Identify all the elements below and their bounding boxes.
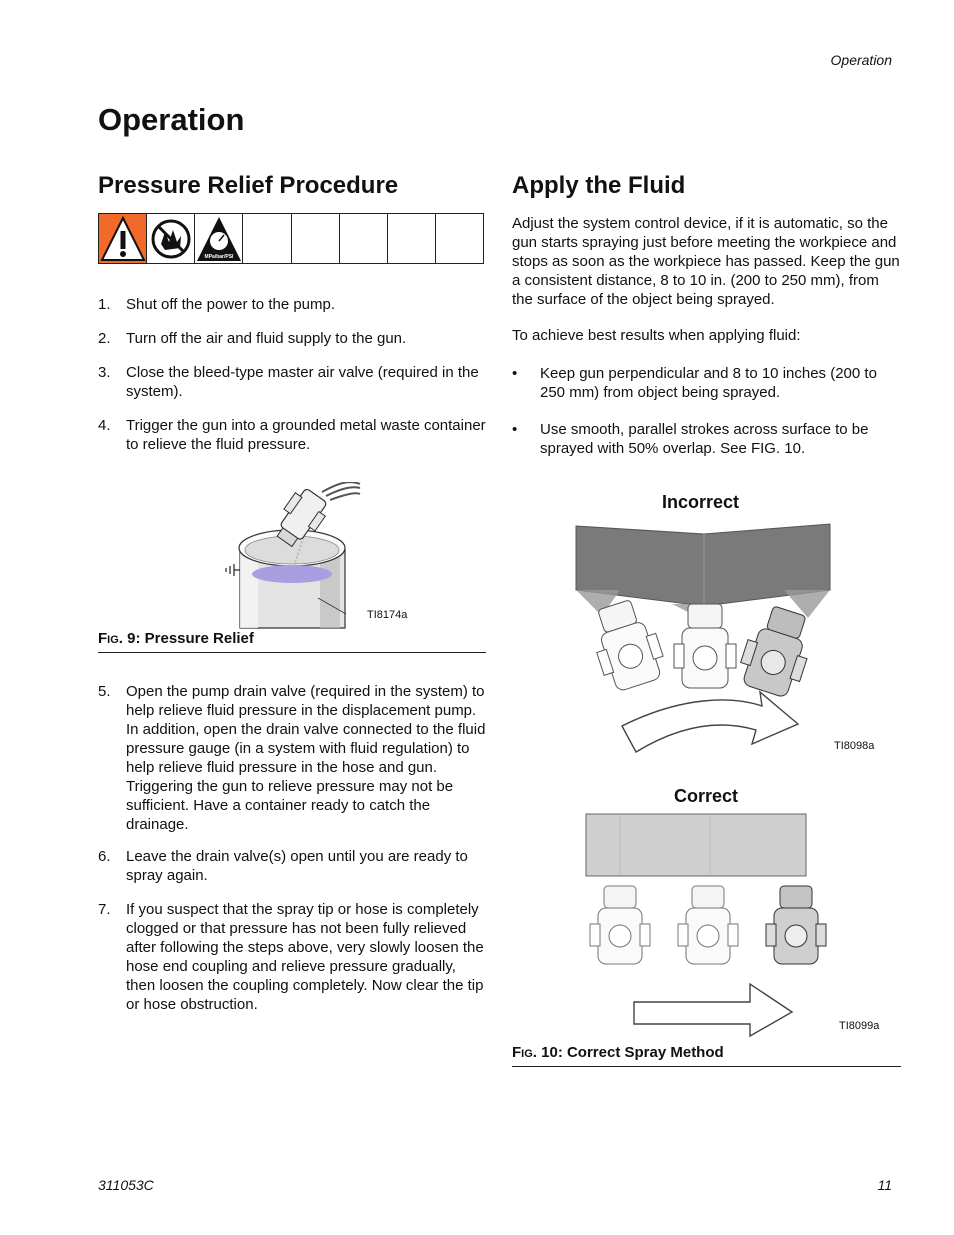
step-number: 4. bbox=[98, 417, 111, 434]
warning-cell-3 bbox=[195, 214, 243, 263]
ground-symbol bbox=[226, 564, 240, 576]
warning-symbol-table bbox=[98, 213, 484, 264]
warning-cell-5 bbox=[292, 214, 340, 263]
warning-cell-1 bbox=[99, 214, 147, 263]
step-number: 6. bbox=[98, 848, 111, 865]
bullet-dot: • bbox=[512, 365, 518, 382]
step-text: If you suspect that the spray tip or hose is completely clogged or that pressure has not been fully relieved after following the steps above, very slowly loosen the hose end coupling and relieve pressure gradually, then loosen the coupling completely. Now clear the tip or hose obstruction. bbox=[126, 901, 484, 1013]
step-number: 1. bbox=[98, 296, 111, 313]
apply-fluid-paragraph: Adjust the system control device, if it is automatic, so the gun starts spraying just before meeting the workpiece and stops as soon as the workpiece has passed. Keep the gun a consistent distance, 8 to 10 in. (200 to 250 mm), from the surface of the object being sprayed. bbox=[512, 215, 900, 308]
incorrect-label: Incorrect bbox=[662, 492, 740, 512]
step-number: 2. bbox=[98, 330, 111, 347]
bullet-text: Use smooth, parallel strokes across surface to be sprayed with 50% overlap. See FIG. 10. bbox=[540, 421, 869, 457]
step-text: Close the bleed-type master air valve (required in the system). bbox=[126, 364, 479, 400]
step-text: Open the pump drain valve (required in the system) to help relieve fluid pressure in the displacement pump. In addition, open the drain valve connected to the fluid pressure gauge (in a system with fluid regulation) to help relieve fluid pressure in the hose and gun. Triggering the gun to relieve pressure may not be sufficient. Have a container ready to catch the drainage. bbox=[126, 683, 486, 833]
warning-cell-4 bbox=[243, 214, 291, 263]
step-number: 7. bbox=[98, 901, 111, 918]
bullet-text: Keep gun perpendicular and 8 to 10 inches (200 to 250 mm) from object being sprayed. bbox=[540, 365, 877, 401]
fig9-code: TI8174a bbox=[367, 609, 408, 621]
correct-label: Correct bbox=[674, 786, 739, 806]
spray-gun-center bbox=[674, 604, 736, 688]
spray-gun-right bbox=[766, 886, 826, 964]
no-hand-contact-icon bbox=[147, 214, 195, 264]
spray-gun-center bbox=[678, 886, 738, 964]
fig10-rule bbox=[512, 1066, 901, 1067]
incorrect-fig-code: TI8098a bbox=[834, 740, 875, 752]
page-title: Operation bbox=[98, 102, 245, 137]
step-text: Shut off the power to the pump. bbox=[126, 296, 336, 313]
incorrect-spray-illustration bbox=[572, 520, 834, 756]
step-text: Turn off the air and fluid supply to the gun. bbox=[126, 330, 407, 347]
pressure-relief-heading: Pressure Relief Procedure bbox=[98, 172, 399, 199]
warning-cell-7 bbox=[388, 214, 436, 263]
correct-fig-code: TI8099a bbox=[839, 1020, 880, 1032]
spray-gun-left bbox=[590, 886, 650, 964]
running-header: Operation bbox=[830, 52, 892, 68]
warning-cell-8 bbox=[436, 214, 483, 263]
warning-cell-6 bbox=[340, 214, 388, 263]
best-results-intro: To achieve best results when applying fluid: bbox=[512, 327, 801, 344]
step-number: 5. bbox=[98, 683, 111, 700]
pressure-relief-illustration bbox=[210, 482, 410, 630]
step-text: Trigger the gun into a grounded metal waste container to relieve the fluid pressure. bbox=[126, 417, 486, 453]
fig9-rule bbox=[98, 652, 486, 653]
page-number: 11 bbox=[877, 1177, 892, 1193]
warning-cell-2 bbox=[147, 214, 195, 263]
apply-fluid-heading: Apply the Fluid bbox=[512, 172, 686, 199]
correct-spray-illustration bbox=[578, 812, 840, 1038]
step-number: 3. bbox=[98, 364, 111, 381]
bullet-dot: • bbox=[512, 421, 518, 438]
doc-number: 311053C bbox=[98, 1177, 154, 1193]
pressure-gauge-icon bbox=[195, 214, 243, 264]
fig10-caption: FIG. 10: Correct Spray Method bbox=[512, 1044, 724, 1061]
gauge-label: MPa/bar/PSI bbox=[204, 254, 234, 260]
step-text: Leave the drain valve(s) open until you are ready to spray again. bbox=[126, 848, 468, 884]
straight-stroke-arrow bbox=[634, 984, 792, 1036]
warning-triangle-icon bbox=[99, 214, 147, 264]
fig9-caption: FIG. 9: Pressure Relief bbox=[98, 630, 254, 647]
curved-stroke-arrow bbox=[622, 692, 798, 752]
